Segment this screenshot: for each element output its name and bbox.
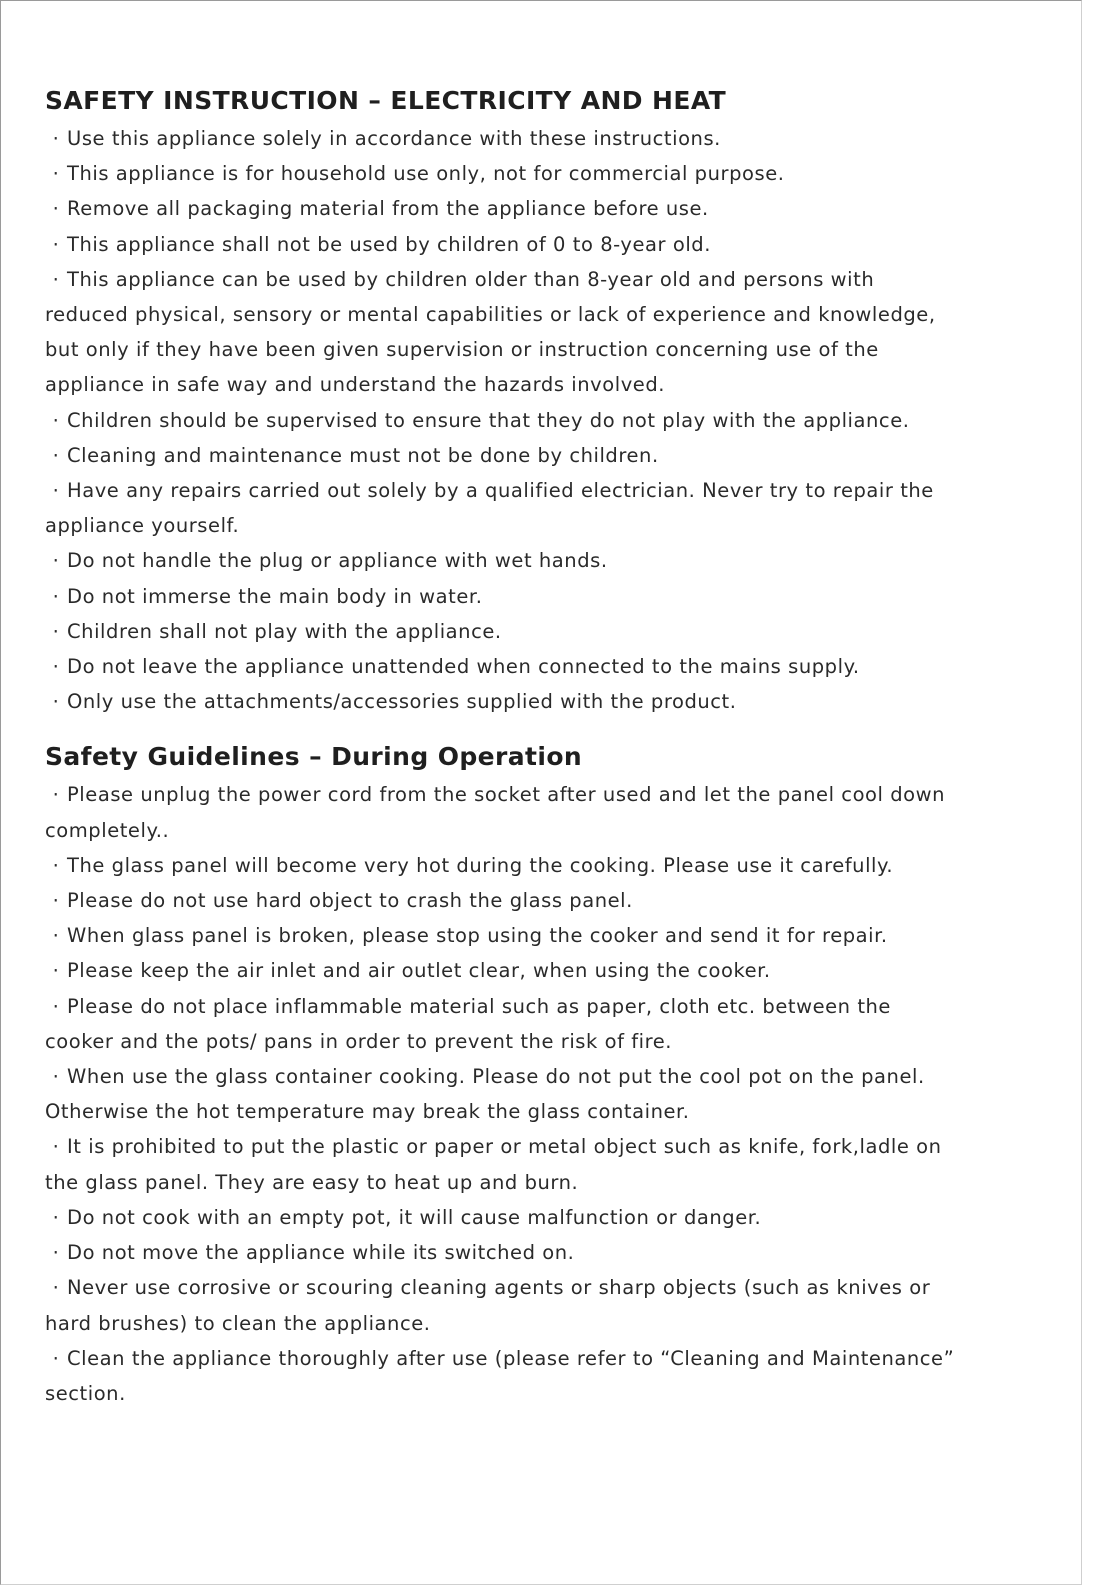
instruction-text: Use this appliance solely in accordance with these instructions. <box>67 127 721 150</box>
instruction-text: This appliance is for household use only, not for commercial purpose. <box>67 162 785 186</box>
instruction-item <box>45 191 1045 226</box>
instruction-text: Do not move the appliance while its switched on. <box>67 1241 575 1265</box>
bullet-dot-icon: · <box>52 162 60 186</box>
instruction-line-first <box>45 262 1045 297</box>
section-heading: Safety Guidelines – During Operation <box>45 742 583 772</box>
instruction-item <box>45 543 1045 578</box>
instruction-text: cooker and the pots/ pans in order to prevent the risk of fire. <box>45 1029 673 1053</box>
section-during-operation <box>45 737 1045 1411</box>
bullet-dot-icon: · <box>52 479 60 503</box>
bullet-dot-icon: · <box>52 690 60 714</box>
instruction-text: appliance in safe way and understand the hazards involved. <box>45 373 666 397</box>
instruction-text: It is prohibited to put the plastic or paper or metal object such as knife, fork,ladle on <box>67 1135 942 1159</box>
bullet-dot-icon: · <box>52 924 60 948</box>
instruction-line-first <box>45 989 1045 1024</box>
instruction-text: Have any repairs carried out solely by a qualified electrician. Never try to repair the <box>67 479 934 503</box>
instruction-text: When use the glass container cooking. Please do not put the cool pot on the panel. <box>67 1065 925 1089</box>
instruction-item <box>45 1129 1045 1199</box>
section-electricity-heat <box>45 81 1045 719</box>
instruction-list <box>45 777 1045 1411</box>
instruction-item <box>45 473 1045 543</box>
instruction-text: Children shall not play with the appliance. <box>67 619 502 643</box>
instruction-text: This appliance can be used by children older than 8-year old and persons with <box>67 267 875 291</box>
instruction-line-continued <box>45 1094 1045 1129</box>
instruction-text: Remove all packaging material from the appliance before use. <box>67 197 709 221</box>
instruction-line-first <box>45 403 1045 438</box>
instruction-text: Clean the appliance thoroughly after use (please refer to “Cleaning and Maintenance” <box>67 1346 955 1370</box>
bullet-dot-icon: · <box>52 1276 60 1300</box>
instruction-list <box>45 121 1045 719</box>
instruction-text: the glass panel. They are easy to heat up and burn. <box>45 1170 579 1194</box>
instruction-item <box>45 1059 1045 1129</box>
bullet-dot-icon: · <box>52 783 60 807</box>
instruction-text: Do not leave the appliance unattended when connected to the mains supply. <box>67 655 860 679</box>
instruction-line-first <box>45 1341 1045 1376</box>
instruction-text: Cleaning and maintenance must not be done by children. <box>67 443 659 467</box>
instruction-text: Children should be supervised to ensure that they do not play with the appliance. <box>67 408 910 432</box>
instruction-line-first <box>45 614 1045 649</box>
instruction-item <box>45 684 1045 719</box>
instruction-line-first <box>45 473 1045 508</box>
instruction-line-continued <box>45 332 1045 367</box>
bullet-dot-icon: · <box>52 1205 60 1229</box>
bullet-dot-icon: · <box>52 619 60 643</box>
bullet-dot-icon: · <box>52 549 60 573</box>
instruction-item <box>45 918 1045 953</box>
instruction-item <box>45 403 1045 438</box>
instruction-text: Do not immerse the main body in water. <box>67 584 483 608</box>
instruction-item <box>45 262 1045 403</box>
instruction-line-continued <box>45 1306 1045 1341</box>
instruction-text: completely.. <box>45 818 170 842</box>
instruction-text: Please keep the air inlet and air outlet clear, when using the cooker. <box>67 959 771 983</box>
instruction-line-first <box>45 579 1045 614</box>
instruction-item <box>45 989 1045 1059</box>
instruction-text: Please do not place inflammable material such as paper, cloth etc. between the <box>67 994 891 1018</box>
bullet-dot-icon: · <box>52 197 60 221</box>
instruction-item <box>45 649 1045 684</box>
instruction-line-first <box>45 777 1045 812</box>
bullet-dot-icon: · <box>52 889 60 913</box>
bullet-dot-icon: · <box>52 267 60 291</box>
bullet-dot-icon: · <box>52 584 60 608</box>
instruction-item <box>45 156 1045 191</box>
instruction-line-first <box>45 883 1045 918</box>
document-content <box>45 81 1045 1411</box>
bullet-dot-icon: · <box>52 443 60 467</box>
instruction-text: section. <box>45 1381 126 1405</box>
instruction-item <box>45 227 1045 262</box>
instruction-text: reduced physical, sensory or mental capabilities or lack of experience and knowledge, <box>45 303 936 327</box>
instruction-line-first <box>45 684 1045 719</box>
instruction-item <box>45 1341 1045 1411</box>
bullet-dot-icon: · <box>52 959 60 983</box>
bullet-dot-icon: · <box>52 1065 60 1089</box>
instruction-line-first <box>45 1270 1045 1305</box>
instruction-line-first <box>45 543 1045 578</box>
instruction-item <box>45 614 1045 649</box>
instruction-item <box>45 883 1045 918</box>
section-spacer <box>45 719 1045 737</box>
instruction-line-first <box>45 121 1045 156</box>
instruction-text: Please do not use hard object to crash the glass panel. <box>67 889 633 913</box>
instruction-line-first <box>45 156 1045 191</box>
instruction-text: This appliance shall not be used by children of 0 to 8-year old. <box>67 232 711 256</box>
instruction-line-continued <box>45 367 1045 402</box>
instruction-item <box>45 1235 1045 1270</box>
instruction-line-first <box>45 953 1045 988</box>
instruction-text: When glass panel is broken, please stop using the cooker and send it for repair. <box>67 924 888 948</box>
instruction-line-continued <box>45 813 1045 848</box>
instruction-line-continued <box>45 1165 1045 1200</box>
instruction-line-first <box>45 848 1045 883</box>
instruction-line-first <box>45 649 1045 684</box>
instruction-text: Otherwise the hot temperature may break the glass container. <box>45 1100 690 1124</box>
instruction-line-continued <box>45 1376 1045 1411</box>
instruction-line-first <box>45 1129 1045 1164</box>
instruction-line-continued <box>45 508 1045 543</box>
instruction-item <box>45 1200 1045 1235</box>
bullet-dot-icon: · <box>52 127 60 150</box>
instruction-line-continued <box>45 297 1045 332</box>
instruction-line-first <box>45 918 1045 953</box>
instruction-text: Never use corrosive or scouring cleaning agents or sharp objects (such as knives or <box>67 1276 931 1300</box>
instruction-text: Only use the attachments/accessories supplied with the product. <box>67 690 737 714</box>
instruction-text: Please unplug the power cord from the socket after used and let the panel cool down <box>67 783 946 807</box>
instruction-line-first <box>45 1235 1045 1270</box>
instruction-text: Do not handle the plug or appliance with wet hands. <box>67 549 608 573</box>
instruction-text: hard brushes) to clean the appliance. <box>45 1311 431 1335</box>
instruction-line-first <box>45 1200 1045 1235</box>
instruction-item <box>45 438 1045 473</box>
bullet-dot-icon: · <box>52 1135 60 1159</box>
instruction-text: appliance yourself. <box>45 514 240 538</box>
section-heading: SAFETY INSTRUCTION – ELECTRICITY AND HEAT <box>45 86 727 115</box>
instruction-item <box>45 121 1045 156</box>
bullet-dot-icon: · <box>52 994 60 1018</box>
bullet-dot-icon: · <box>52 1241 60 1265</box>
bullet-dot-icon: · <box>52 408 60 432</box>
bullet-dot-icon: · <box>52 1346 60 1370</box>
instruction-item <box>45 777 1045 847</box>
instruction-item <box>45 953 1045 988</box>
instruction-text: The glass panel will become very hot during the cooking. Please use it carefully. <box>67 853 894 877</box>
instruction-line-first <box>45 1059 1045 1094</box>
instruction-text: Do not cook with an empty pot, it will cause malfunction or danger. <box>67 1205 762 1229</box>
instruction-line-first <box>45 191 1045 226</box>
bullet-dot-icon: · <box>52 232 60 256</box>
bullet-dot-icon: · <box>52 655 60 679</box>
instruction-item <box>45 848 1045 883</box>
instruction-line-continued <box>45 1024 1045 1059</box>
instruction-item <box>45 1270 1045 1340</box>
instruction-line-first <box>45 438 1045 473</box>
instruction-item <box>45 579 1045 614</box>
instruction-line-first <box>45 227 1045 262</box>
bullet-dot-icon: · <box>52 853 60 877</box>
instruction-text: but only if they have been given supervision or instruction concerning use of the <box>45 338 879 362</box>
